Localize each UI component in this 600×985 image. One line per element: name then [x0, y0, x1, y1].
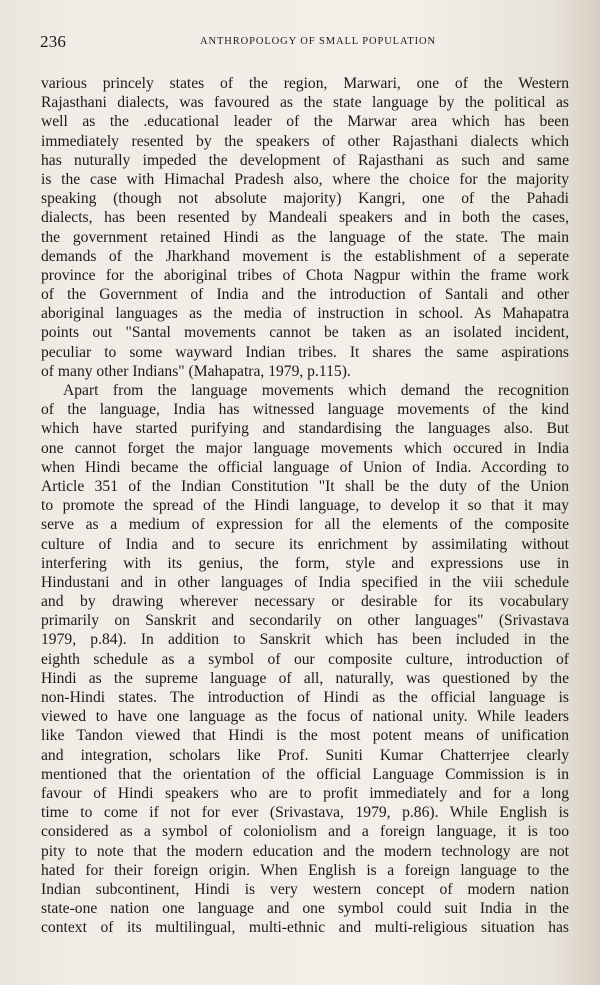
text-line: non-Hindi states. The introduction of Hindi as the official language is [41, 689, 569, 706]
text-line: considered as a symbol of coloniolism and a foreign language, it is too [41, 823, 569, 841]
text-line: and integration, scholars like Prof. Suniti Kumar Chatterrjee clearly [41, 746, 569, 764]
text-line: Article 351 of the Indian Constitution "It shall be the duty of the Union [41, 477, 569, 495]
text-line: Rajasthani dialects, was favoured as the state language by the political as [41, 94, 569, 112]
text-line: speaking (though not absolute majority) Kangri, one of the Pahadi [41, 190, 569, 208]
text-line: one cannot forget the major language movements which occured in India [41, 439, 569, 457]
text-line: Hindustani and in other languages of India specified in the viii schedule [41, 573, 569, 591]
text-line: context of its multilingual, multi-ethnic and multi-religious situation has [41, 919, 569, 937]
text-line: demands of the Jharkhand movement is the establishment of a seperate [41, 247, 569, 265]
text-line: aboriginal languages as the media of instruction in school. As Mahapatra [41, 305, 569, 323]
body-text [41, 74, 569, 937]
text-line: peculiar to some wayward Indian tribes. It shares the same aspirations [41, 343, 569, 361]
text-line: has nuturally impeded the development of Rajasthani as such and same [41, 151, 569, 169]
page-header [40, 32, 560, 56]
text-line: mentioned that the orientation of the official Language Commission is in [41, 765, 569, 783]
text-line: time to come if not for ever (Srivastava, 1979, p.86). While English is [41, 804, 569, 822]
text-line: 1979, p.84). In addition to Sanskrit which has been included in the [41, 631, 569, 649]
text-line: dialects, has been resented by Mandeali speakers and in both the cases, [41, 209, 569, 227]
text-line: which have started purifying and standardising the languages also. But [41, 420, 569, 438]
paragraph-first-line: Apart from the language movements which demand the recognition [63, 382, 569, 399]
text-line: Indian subcontinent, Hindi is very western concept of modern nation [41, 880, 569, 898]
text-line: when Hindi became the official language of Union of India. According to [41, 458, 569, 476]
text-line: eighth schedule as a symbol of our composite culture, introduction of [41, 650, 569, 668]
text-line: various princely states of the region, Marwari, one of the Western [41, 75, 569, 92]
text-line: province for the aboriginal tribes of Chota Nagpur within the frame work [41, 266, 569, 284]
text-line: well as the .educational leader of the Marwar area which has been [41, 113, 569, 131]
text-line: of the Government of India and the introduction of Santali and other [41, 286, 569, 304]
text-line: favour of Hindi speakers who are to profit immediately and for a long [41, 784, 569, 802]
text-line: viewed to have one language as the focus of national unity. While leaders [41, 708, 569, 726]
text-line: culture of India and to secure its enrichment by assimilating without [41, 535, 569, 553]
paragraph-end-line: of many other Indians" (Mahapatra, 1979, p.115). [41, 362, 351, 380]
text-line: hated for their foreign origin. When English is a foreign language to the [41, 861, 569, 879]
text-line: to promote the spread of the Hindi language, to develop it so that it may [41, 497, 569, 515]
text-line: like Tandon viewed that Hindi is the most potent means of unification [41, 727, 569, 745]
text-line: serve as a medium of expression for all the elements of the composite [41, 516, 569, 534]
running-head: ANTHROPOLOGY OF SMALL POPULATION [200, 36, 436, 47]
text-line: and by drawing wherever necessary or desirable for its vocabulary [41, 593, 569, 611]
text-line: points out "Santal movements cannot be taken as an isolated incident, [41, 324, 569, 342]
text-line: primarily on Sanskrit and secondarily on other languages" (Srivastava [41, 612, 569, 630]
text-line: state-one nation one language and one symbol could suit India in the [41, 900, 569, 918]
text-line: interfering with its genius, the form, style and expressions use in [41, 554, 569, 572]
page-number: 236 [40, 32, 67, 51]
text-line: is the case with Himachal Pradesh also, where the choice for the majority [41, 170, 569, 188]
text-line: of the language, India has witnessed language movements of the kind [41, 401, 569, 419]
text-line: the government retained Hindi as the language of the state. The main [41, 228, 569, 246]
text-line: pity to note that the modern education and the modern technology are not [41, 842, 569, 860]
text-line: immediately resented by the speakers of other Rajasthani dialects which [41, 132, 569, 150]
text-line: Hindi as the supreme language of all, naturally, was questioned by the [41, 669, 569, 687]
